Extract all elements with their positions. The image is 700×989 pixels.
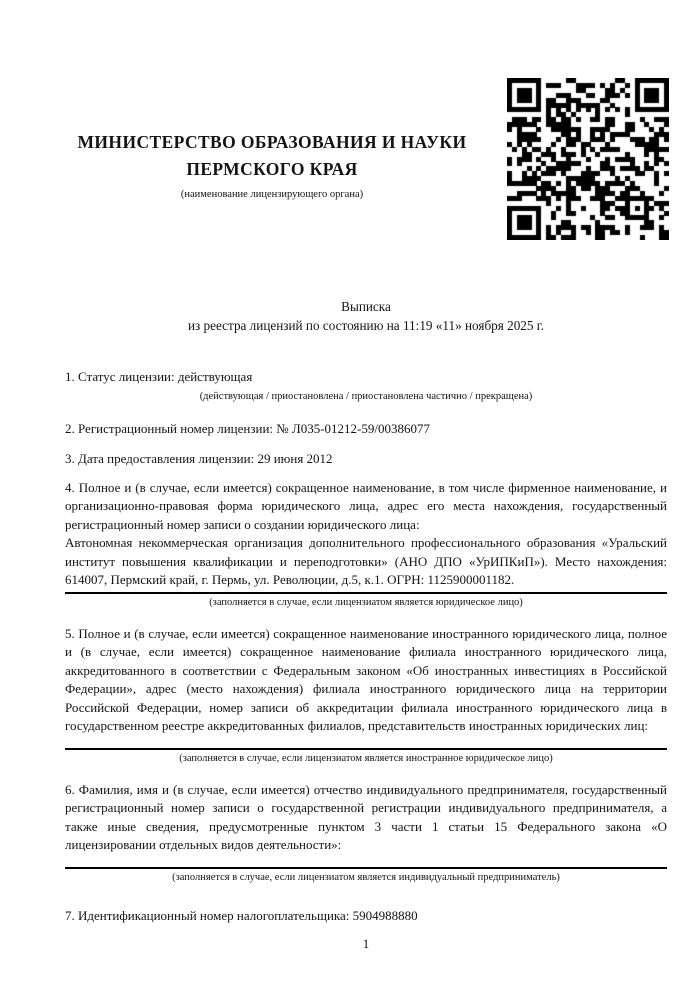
field-individual-entrepreneur-caption: (заполняется в случае, если лицензиатом является индивидуальный предприниматель) [172, 871, 560, 883]
fill-in-rule-individual-entrepreneur [65, 867, 667, 869]
field-license-status: 1. Статус лицензии: действующая [65, 369, 253, 384]
document-body [65, 297, 667, 954]
document-title-line1: Выписка [341, 299, 391, 314]
page-number: 1 [362, 936, 370, 951]
licensing-authority-header [38, 129, 506, 201]
field-individual-entrepreneur-question: 6. Фамилия, имя и (в случае, если имеется) отчество индивидуального предпринимателя, государственный регистрационный номер записи о государственной регистрации индивидуального предпринимателя, а также иные сведения, предусмотренные пунктом 3 части 1 статьи 15 Федерального закона «О лицензировании отдельных видов деятельности»: [65, 781, 667, 852]
field-grant-date: 3. Дата предоставления лицензии: 29 июня 2012 [65, 451, 333, 466]
field-legal-entity-answer: Автономная некоммерческая организация дополнительного профессионального образования «Уральский институт повышения квалификации и переподготовки» (АНО ДПО «УрИПКиП»). Место нахождения: 614007, Пермский край, г. Пермь, ул. Революции, д.5, к.1. ОГРН: 1125900001182. [65, 535, 667, 587]
field-legal-entity-question: 4. Полное и (в случае, если имеется) сокращенное наименование, в том числе фирменное наименование, и организационно-правовая форма юридического лица, адрес его места нахождения, государственный регистрационный номер записи о создании юридического лица: [65, 479, 667, 532]
ministry-caption: (наименование лицензирующего органа) [180, 189, 364, 200]
qr-code-image [507, 78, 669, 240]
field-foreign-entity-question: 5. Полное и (в случае, если имеется) сокращенное наименование иностранного юридического лица, полное и (в случае, если имеется) сокращенное наименование филиала иностранного юридического лица, аккредитованного в соответствии с Федеральным законом «Об иностранных инвестициях в Российской Федерации», адрес (место нахождения) филиала иностранного юридического лица на территории Российской Федерации, номер записи об аккредитации филиала иностранного юридического лица в государственном реестре аккредитованных филиалов, представительств иностранных юридических лиц: [65, 625, 667, 733]
ministry-name-line2: ПЕРМСКОГО КРАЯ [186, 159, 358, 179]
field-license-status-caption: (действующая / приостановлена / приостановлена частично / прекращена) [199, 390, 533, 402]
field-foreign-entity-caption: (заполняется в случае, если лицензиатом является иностранное юридическое лицо) [179, 752, 553, 764]
qr-code-icon [507, 78, 669, 240]
field-taxpayer-inn: 7. Идентификационный номер налогоплательщика: 5904988880 [65, 907, 418, 923]
fill-in-rule-legal-entity [65, 592, 667, 594]
fill-in-rule-foreign-entity [65, 748, 667, 750]
field-registration-number: 2. Регистрационный номер лицензии: № Л035-01212-59/00386077 [65, 420, 431, 436]
field-legal-entity-caption: (заполняется в случае, если лицензиатом является юридическое лицо) [209, 596, 523, 608]
document-title-line2: из реестра лицензий по состоянию на 11:19 «11» ноября 2025 г. [187, 318, 545, 333]
ministry-name-line1: МИНИСТЕРСТВО ОБРАЗОВАНИЯ И НАУКИ [77, 132, 467, 152]
document-title [65, 297, 667, 335]
